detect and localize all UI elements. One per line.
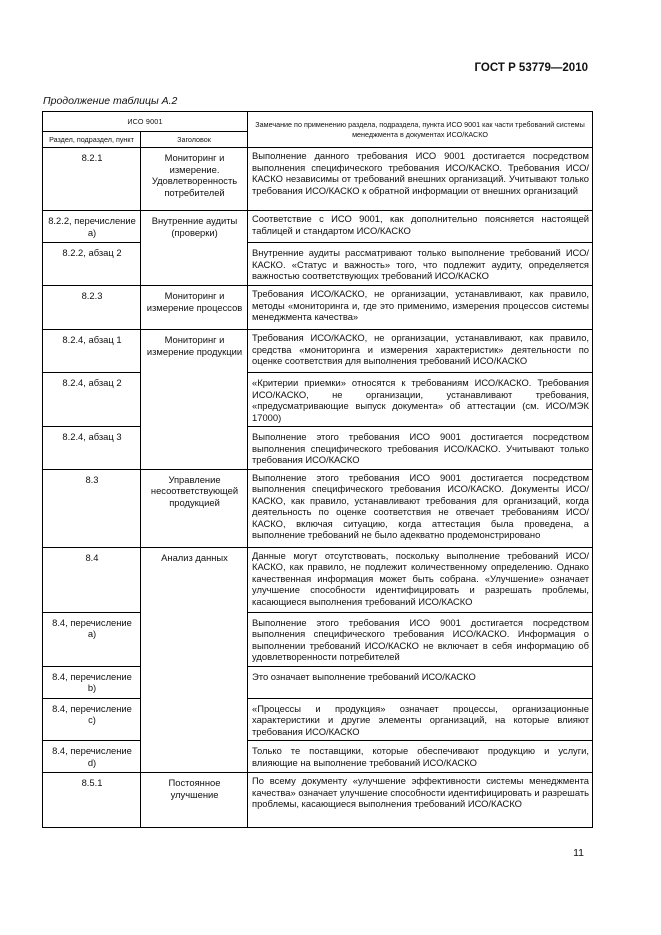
heading-cell: Анализ данных bbox=[141, 547, 248, 773]
section-cell: 8.2.4, абзац 1 bbox=[43, 330, 141, 373]
table-row bbox=[43, 286, 593, 330]
remark-cell: «Процессы и продукция» означает процессы, организационные характеристики и другие элементы организаций, на которые влияют требования ИСО/КАСКО bbox=[248, 698, 593, 741]
section-cell: 8.2.1 bbox=[43, 148, 141, 211]
standard-designation: ГОСТ Р 53779—2010 bbox=[474, 62, 588, 74]
table-row bbox=[43, 773, 593, 828]
table-row bbox=[43, 373, 593, 427]
table-row bbox=[43, 741, 593, 773]
section-column-header: Раздел, подраздел, пункт bbox=[43, 131, 141, 148]
section-cell: 8.2.4, абзац 3 bbox=[43, 427, 141, 470]
heading-cell: Мониторинг и измерение. Удовлетворенность потребителей bbox=[141, 148, 248, 211]
remark-cell: Выполнение этого требования ИСО 9001 достигается посредством выполнения специфического требования ИСО/КАСКО. Учитывают только требования ИСО/КАСКО bbox=[248, 427, 593, 470]
remark-cell: Выполнение данного требования ИСО 9001 достигается посредством выполнения специфического требования ИСО/КАСКО. Требования ИСО/КАСКО независимы от требований внешних организаций. Учитывают только требования ИСО/КАСКО к обратной информации от внешних организаций bbox=[248, 148, 593, 211]
heading-column-header: Заголовок bbox=[141, 131, 248, 148]
heading-cell: Мониторинг и измерение продукции bbox=[141, 330, 248, 470]
heading-cell: Постоянное улучшение bbox=[141, 773, 248, 828]
table-row bbox=[43, 666, 593, 698]
section-cell: 8.2.2, перечисление а) bbox=[43, 211, 141, 243]
table-row bbox=[43, 211, 593, 243]
table-row bbox=[43, 612, 593, 666]
heading-cell: Мониторинг и измерение процессов bbox=[141, 286, 248, 330]
section-cell: 8.2.3 bbox=[43, 286, 141, 330]
remark-cell: Соответствие с ИСО 9001, как дополнительно поясняется настоящей таблицей и стандартом ИСО/КАСКО bbox=[248, 211, 593, 243]
table-row bbox=[43, 148, 593, 211]
section-cell: 8.2.4, абзац 2 bbox=[43, 373, 141, 427]
table-header-row bbox=[43, 112, 593, 132]
table-row bbox=[43, 547, 593, 612]
section-cell: 8.4, перечисление а) bbox=[43, 612, 141, 666]
page-number: 11 bbox=[573, 847, 584, 859]
section-cell: 8.2.2, абзац 2 bbox=[43, 243, 141, 286]
table-row bbox=[43, 330, 593, 373]
table-row bbox=[43, 469, 593, 547]
remark-column-header: Замечание по применению раздела, подраздела, пункта ИСО 9001 как части требований системы менеджмента в документах ИСО/КАСКО bbox=[248, 112, 593, 148]
heading-cell: Управление несоответствующей продукцией bbox=[141, 469, 248, 547]
requirements-table bbox=[42, 111, 593, 828]
section-cell: 8.4, перечисление d) bbox=[43, 741, 141, 773]
remark-cell: Внутренние аудиты рассматривают только выполнение требований ИСО/КАСКО. «Статус и важность» того, что подлежит аудиту, определяется важностью соответствующих требований ИСО/КАСКО bbox=[248, 243, 593, 286]
section-cell: 8.4, перечисление b) bbox=[43, 666, 141, 698]
heading-cell: Внутренние аудиты (проверки) bbox=[141, 211, 248, 286]
table-row bbox=[43, 243, 593, 286]
remark-cell: Требования ИСО/КАСКО, не организации, устанавливают, как правило, средства «мониторинга и измерения характеристик» деятельности по оценке соответствия для выполнения требований ИСО/КАСКО bbox=[248, 330, 593, 373]
section-cell: 8.4 bbox=[43, 547, 141, 612]
remark-cell: Выполнение этого требования ИСО 9001 достигается посредством выполнения специфического требования ИСО/КАСКО. Документы ИСО/КАСКО, как правило, устанавливают требования для организаций, когда деятельность по оценке соответствия не отвечает требованиям ИСО/КАСКО, включая ситуацию, когда аттестация была проведена, а выполнение требований не было адекватно продемонстрировано bbox=[248, 469, 593, 547]
remark-cell: Данные могут отсутствовать, поскольку выполнение требований ИСО/КАСКО, как правило, не подлежит количественному определению. Однако качественная информация может быть собрана. «Улучшение» означает улучшение способности идентифицировать и разрешать проблемы, касающиеся выполнения требований ИСО/КАСКО bbox=[248, 547, 593, 612]
table-row bbox=[43, 698, 593, 741]
remark-cell: Это означает выполнение требований ИСО/КАСКО bbox=[248, 666, 593, 698]
section-cell: 8.3 bbox=[43, 469, 141, 547]
remark-cell: Требования ИСО/КАСКО, не организации, устанавливают, как правило, методы «мониторинга и, где это применимо, измерения процессов системы менеджмента качества» bbox=[248, 286, 593, 330]
section-cell: 8.4, перечисление c) bbox=[43, 698, 141, 741]
section-cell: 8.5.1 bbox=[43, 773, 141, 828]
group-header: ИСО 9001 bbox=[43, 112, 248, 132]
remark-cell: Только те поставщики, которые обеспечивают продукцию и услуги, влияющие на выполнение требований ИСО/КАСКО bbox=[248, 741, 593, 773]
remark-cell: По всему документу «улучшение эффективности системы менеджмента качества» означает улучшение способности идентифицировать и разрешать проблемы, касающиеся выполнения требований ИСО/КАСКО bbox=[248, 773, 593, 828]
table-row bbox=[43, 427, 593, 470]
table-caption: Продолжение таблицы А.2 bbox=[43, 95, 178, 107]
remark-cell: Выполнение этого требования ИСО 9001 достигается посредством выполнения специфического требования ИСО/КАСКО. Информация о выполнении требований ИСО/КАСКО не включает в себя информацию об удовлетворенности потребителей bbox=[248, 612, 593, 666]
remark-cell: «Критерии приемки» относятся к требованиям ИСО/КАСКО. Требования ИСО/КАСКО, не организации, устанавливают требования, «предусматривающие выпуск документа» об аттестации (см. ИСО/МЭК 17000) bbox=[248, 373, 593, 427]
